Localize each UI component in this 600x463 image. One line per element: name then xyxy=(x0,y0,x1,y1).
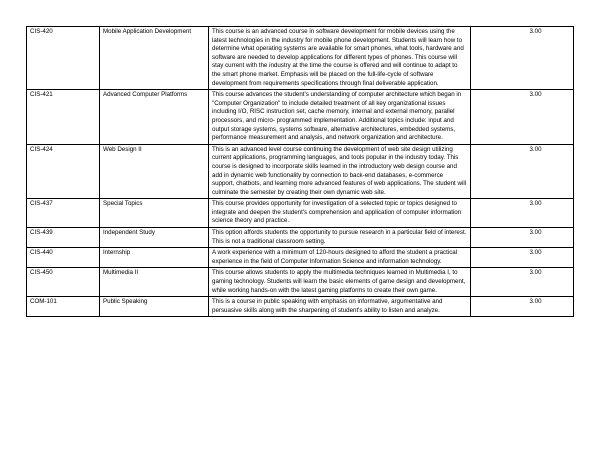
course-description: This course is an advanced course in software development for mobile devices using the latest technologies in the industry for mobile phone development. Students will learn how to determine what operating systems are available for smart phones, what tools, hardware and software are needed to develop applications for different types of phones. This course will stay current with the industry at the time the course is offered and will continue to adapt to the smart phone market. Emphasis will be placed on the full-life-cycle of software development from requirements specifications through final deliverable application. xyxy=(209,27,471,90)
course-title: Mobile Application Development xyxy=(100,27,209,90)
course-credits: 3.00 xyxy=(471,248,574,268)
course-credits: 3.00 xyxy=(471,228,574,248)
course-description: This course provides opportunity for investigation of a selected topic or topics designed to integrate and deepen the student's comprehension and application of computer information science theory and practice. xyxy=(209,199,471,228)
course-code: CIS-424 xyxy=(27,144,100,199)
table-row xyxy=(27,27,574,90)
course-description: This course allows students to apply the multimedia techniques learned in Multimedia I, to gaming technology. Students will learn the basic elements of game design and development, while working hands-on with the latest gaming platforms to create their own game. xyxy=(209,268,471,297)
course-title: Public Speaking xyxy=(100,297,209,317)
course-title: Special Topics xyxy=(100,199,209,228)
course-code: CIS-437 xyxy=(27,199,100,228)
course-credits: 3.00 xyxy=(471,199,574,228)
course-credits: 3.00 xyxy=(471,268,574,297)
course-credits: 3.00 xyxy=(471,90,574,145)
course-code: COM-101 xyxy=(27,297,100,317)
table-row xyxy=(27,199,574,228)
course-title: Advanced Computer Platforms xyxy=(100,90,209,145)
course-title: Independent Study xyxy=(100,228,209,248)
course-title: Web Design II xyxy=(100,144,209,199)
course-credits: 3.00 xyxy=(471,297,574,317)
course-code: CIS-439 xyxy=(27,228,100,248)
course-description: A work experience with a minimum of 120-hours designed to afford the student a practical experience in the field of Computer Information Science and information technology. xyxy=(209,248,471,268)
course-code: CIS-450 xyxy=(27,268,100,297)
course-description: This course advances the student's understanding of computer architecture which began in "Computer Organization" to include detailed treatment of all key organizational issues including I/O, RISC instruction set, cache memory, internal and external memory, parallel processors, and micro- programmed implementation. Additional topics include: input and output storage systems, systems software, alternative architectures, embedded systems, performance measurement and analysis, and network organization and architecture. xyxy=(209,90,471,145)
table-row xyxy=(27,144,574,199)
table-row xyxy=(27,268,574,297)
table-row xyxy=(27,248,574,268)
course-description: This is a course in public speaking with emphasis on informative, argumentative and persuasive skills along with the sharpening of student's ability to listen and analyze. xyxy=(209,297,471,317)
course-table xyxy=(26,26,574,317)
course-description: This is an advanced level course continuing the development of web site design utilizing current applications, programming languages, and tools popular in the industry today. This course is designed to incorporate skills learned in the introductory web design course and add in dynamic web functionality by connection to back-end databases, e-commerce support, chatbots, and learning more advanced features of web applications. The student will culminate the semester by creating their own dynamic web site. xyxy=(209,144,471,199)
course-credits: 3.00 xyxy=(471,144,574,199)
course-description: This option affords students the opportunity to pursue research in a particular field of interest. This is not a traditional classroom setting. xyxy=(209,228,471,248)
course-credits: 3.00 xyxy=(471,27,574,90)
course-code: CIS-421 xyxy=(27,90,100,145)
course-title: Internship xyxy=(100,248,209,268)
course-code: CIS-440 xyxy=(27,248,100,268)
course-code: CIS-420 xyxy=(27,27,100,90)
table-row xyxy=(27,297,574,317)
table-row xyxy=(27,90,574,145)
course-title: Multimedia II xyxy=(100,268,209,297)
table-row xyxy=(27,228,574,248)
